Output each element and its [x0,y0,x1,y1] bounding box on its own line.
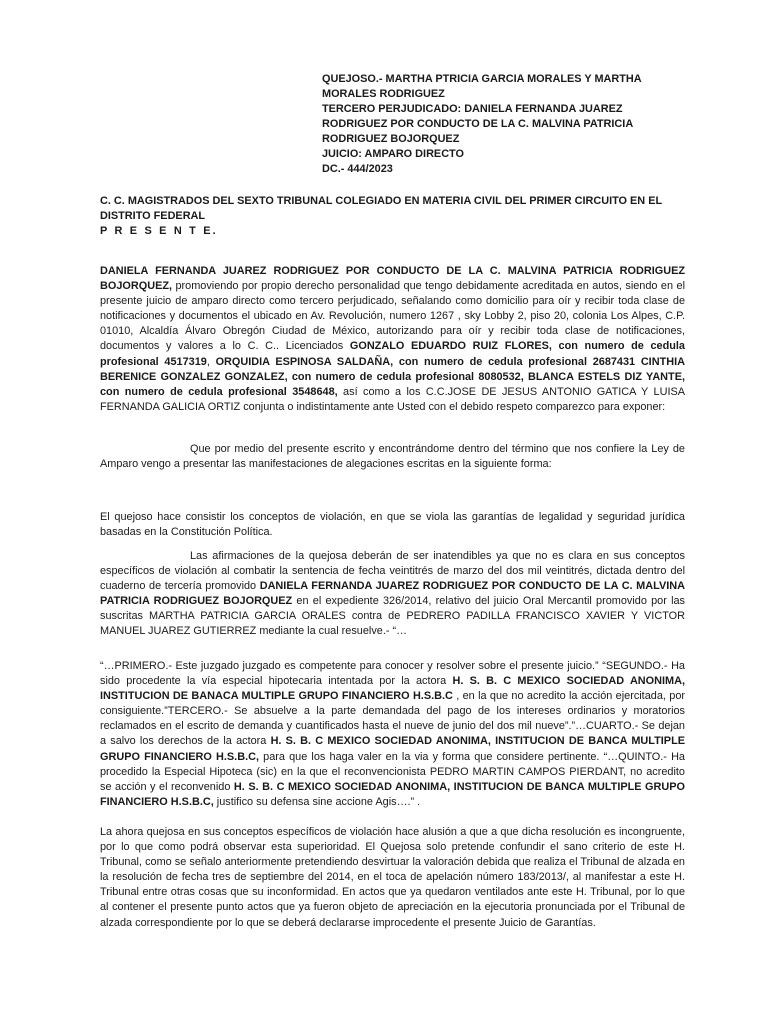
intro-paragraph [100,264,685,415]
header-line: QUEJOSO.- MARTHA PTRICIA GARCIA MORALES Y MARTHA [322,73,642,85]
header-line: RODRIGUEZ POR CONDUCTO DE LA C. MALVINA PATRICIA [322,118,634,130]
para4-text: , en la que no acredito la acción ejercitada, por consiguiente.”TERCERO.- Se absuelve a la parte demandada del pago de los intereses ordinarios y moratorios reclamados en el escrito de demanda y cuantificados hasta el nueve de junio del dos mil nueve”.”…CUARTO.- Se dejan a salvo los derechos de la actora [100,690,685,748]
para4-bold: H. S. B. C MEXICO SOCIEDAD ANONIMA, INSTITUCION DE BANACA MULTIPLE GRUPO FINANCIERO H.S.B.C [100,675,685,703]
paragraph-4 [100,659,685,810]
header-line: RODRIGUEZ BOJORQUEZ [322,133,460,145]
paragraph-1: Que por medio del presente escrito y encontrándome dentro del término que nos confiere la Ley de Amparo vengo a presentar las manifestaciones de alegaciones escritas en la siguiente forma: [100,443,685,471]
header-line: JUICIO: AMPARO DIRECTO [322,148,464,160]
case-header [322,72,682,177]
para4-bold: H. S. B. C MEXICO SOCIEDAD ANONIMA, INSTITUCION DE BANCA MULTIPLE GRUPO FINANCIERO H.S.B.C, [100,780,685,808]
intro-text: así como a los C.C.JOSE DE JESUS ANTONIO GATICA Y LUISA FERNANDA GALICIA ORTIZ conjunta o indistintamente ante Usted con el debido respeto comparezco para exponer: [100,385,685,413]
para4-text: justifico su defensa sine accione Agis….” . [213,795,421,808]
intro-bold: ORQUIDIA ESPINOSA SALDAÑA, con numero de cedula profesional 2687431 CINTHIA BERENICE GONZALEZ GONZALEZ, con numero de cedula profesional 8080532, BLANCA ESTELS DIZ YANTE, con numero de cedula profesional 3548648, [100,355,685,398]
addressee-line: C. C. MAGISTRADOS DEL SEXTO TRIBUNAL COLEGIADO EN MATERIA CIVIL DEL PRIMER CIRCUITO EN EL [100,195,663,207]
para3-text: en el expediente 326/2014, relativo del juicio Oral Mercantil promovido por las suscritas MARTHA PATRICIA GARCIA ORALES contra de PEDRERO PADILLA FRANCISCO XAVIER Y VICTOR MANUEL JUAREZ GUTIERREZ mediante la cual resuelve.- “… [100,595,685,638]
intro-text: promoviendo por propio derecho personalidad que tengo debidamente acreditada en autos, siendo en el presente juicio de amparo directo como tercero perjudicado, señalando como domicilio para oír y recibir toda clase de notificaciones y documentos el ubicado en Av. Revolución, numero 1267 , sky Lobby 2, piso 20, colonia Los Alpes, C.P. 01010, Alcaldía Álvaro Obregón Ciudad de México, autorizando para oír y recibir toda clase de notificaciones, documentos y valores a lo C. C.. Licenciados [100,280,685,353]
paragraph-2: El quejoso hace consistir los conceptos de violación, en que se viola las garantías de legalidad y seguridad jurídica basadas en la Constitución Política. [100,511,685,539]
intro-bold: DANIELA FERNANDA JUAREZ RODRIGUEZ POR CONDUCTO DE LA C. MALVINA PATRICIA RODRIGUEZ BOJORQUEZ, [100,265,685,293]
presente: P R E S E N T E. [100,225,218,238]
header-line: TERCERO PERJUDICADO: DANIELA FERNANDA JUAREZ [322,103,623,115]
paragraph-5: La ahora quejosa en sus conceptos específicos de violación hace alusión a que a que dicha resolución es incongruente, por lo que como podrá observar esta superioridad. El Quejosa solo pretende confundir el sano criterio de este H. Tribunal, como se señalo anteriormente pretendiendo desvirtuar la valoración debida que realiza el Tribunal de alzada en la resolución de fecha tres de septiembre del 2014, en el toca de apelación número 183/2013/, al manifestar a este H. Tribunal entre otras cosas que su inconformidad. En actos que ya quedaron ventilados ante este H. Tribunal, por lo que al contener el presente punto actos que ya fueron objeto de apreciación en la ejecutoria pronunciada por el Tribunal de alzada correspondiente por lo que se deberá declararse improcedente el presente Juicio de Garantías. [100,826,685,929]
intro-text: , [206,355,216,368]
paragraph-3 [100,549,685,640]
para4-text: para que los haga valer en la via y forma que considere pertinente. “…QUINTO.- Ha procedido la Especial Hipoteca (sic) en la que el reconvencionista PEDRO MARTIN CAMPOS PIERDANT, no acredito se acción y el reconvenido [100,750,685,793]
para3-bold: DANIELA FERNANDA JUAREZ RODRIGUEZ POR CONDUCTO DE LA C. MALVINA PATRICIA RODRIGUEZ BOJORQUEZ [100,580,685,608]
header-line: DC.- 444/2023 [322,163,393,175]
para4-text: “…PRIMERO.- Este juzgado juzgado es competente para conocer y resolver sobre el presente juicio.” “SEGUNDO.- Ha sido procedente la vía especial hipotecaria intentada por la actora [100,660,685,688]
para3-text: Las afirmaciones de la quejosa deberán de ser inatendibles ya que no es clara en sus conceptos específicos de violación al combatir la sentencia de fecha veintitrés de marzo del dos mil veintitrés, dictada dentro del cuaderno de tercería promovido [100,550,685,593]
header-line: MORALES RODRIGUEZ [322,88,445,100]
addressee-line: DISTRITO FEDERAL [100,210,206,223]
addressee [100,194,685,239]
para4-bold: H. S. B. C MEXICO SOCIEDAD ANONIMA, INSTITUCION DE BANCA MULTIPLE GRUPO FINANCIERO H.S.B.C, [100,735,685,763]
intro-bold: GONZALO EDUARDO RUIZ FLORES, con numero de cedula profesional 4517319 [100,340,685,368]
